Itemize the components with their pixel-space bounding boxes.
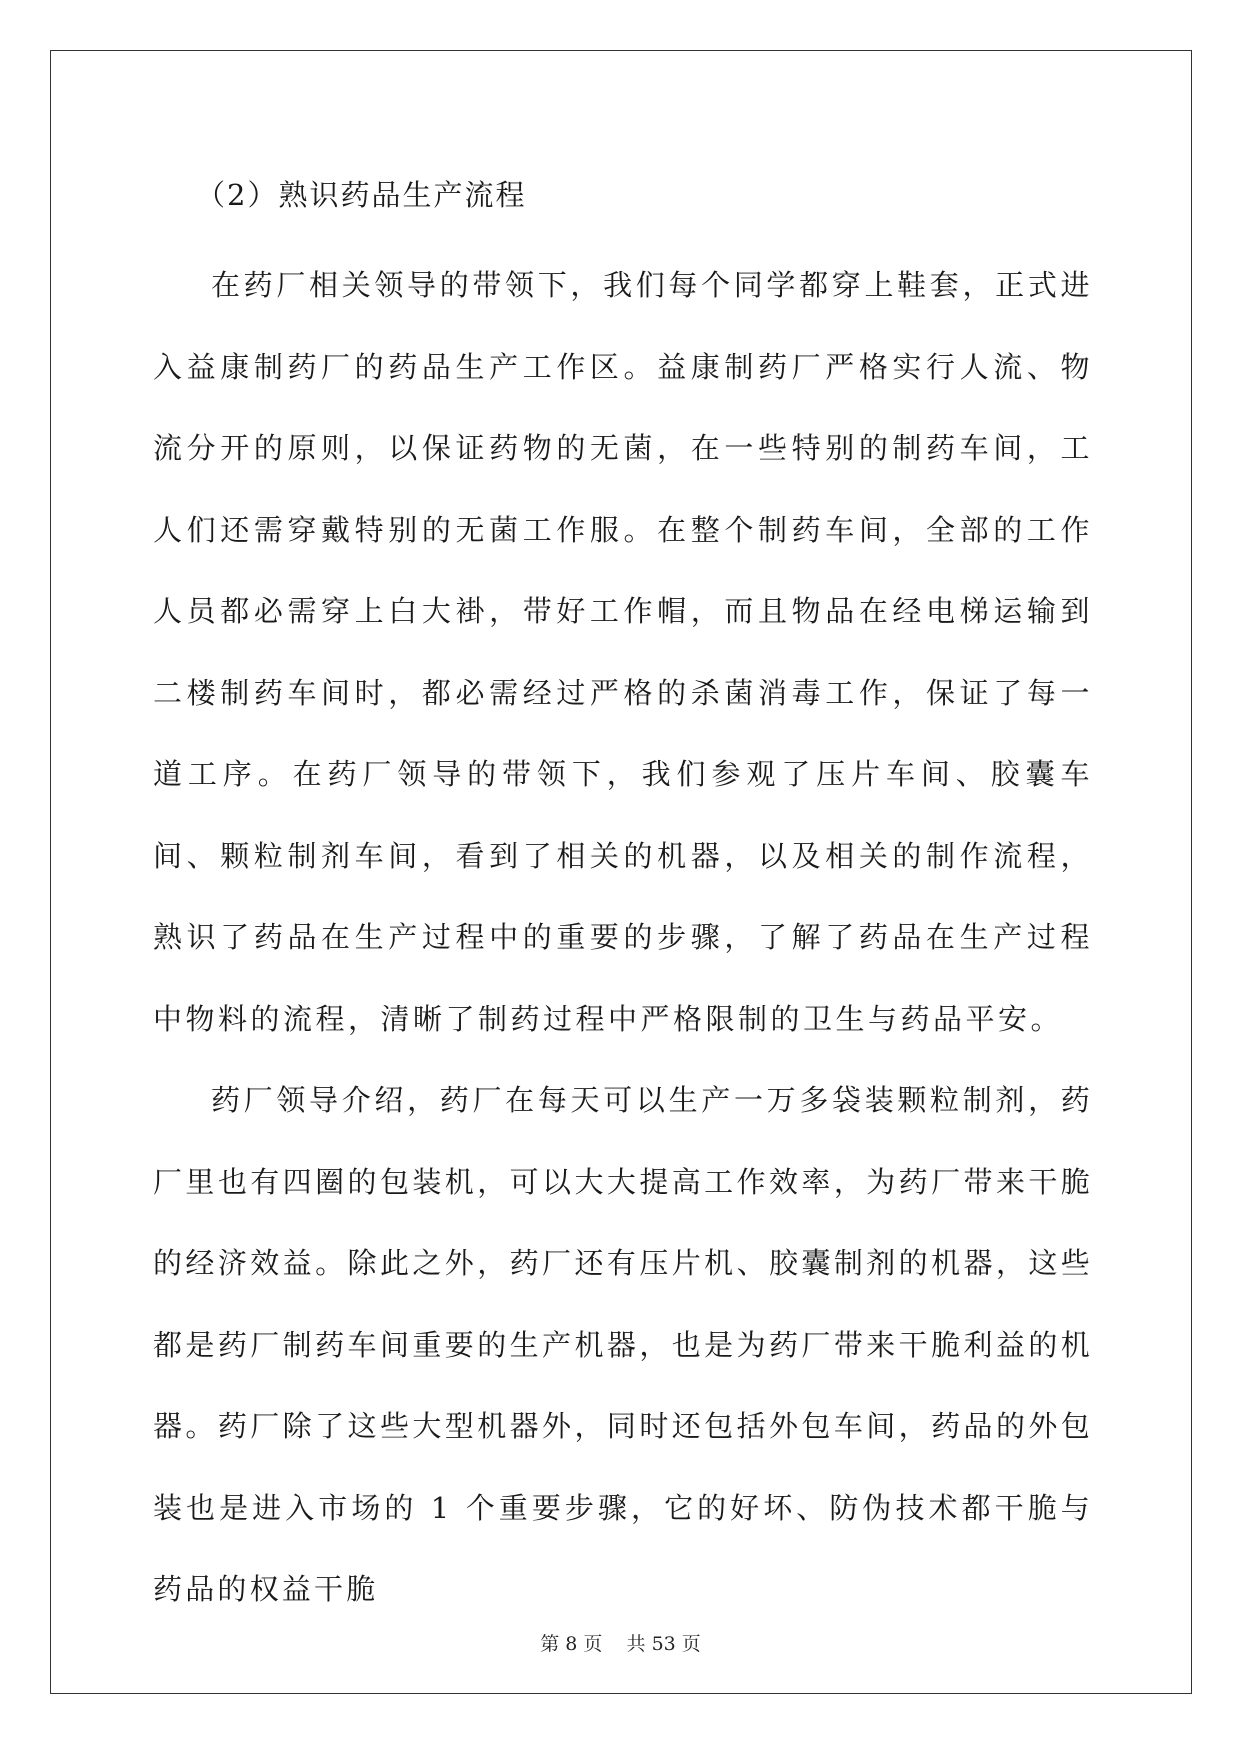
section-heading: （2）熟识药品生产流程 — [196, 178, 527, 212]
document-body — [153, 165, 1093, 1631]
page-footer: 第 8 页 共 53 页 — [540, 1633, 701, 1655]
paragraph-1: 在药厂相关领导的带领下，我们每个同学都穿上鞋套，正式进入益康制药厂的药品生产工作区。益康制药厂严格实行人流、物流分开的原则，以保证药物的无菌，在一些特别的制药车间，工人们还需穿戴特别的无菌工作服。在整个制药车间，全部的工作人员都必需穿上白大褂，带好工作帽，而且物品在经电梯运输到二楼制药车间时，都必需经过严格的杀菌消毒工作，保证了每一道工序。在药厂领导的带领下，我们参观了压片车间、胶囊车间、颗粒制剂车间，看到了相关的机器，以及相关的制作流程，熟识了药品在生产过程中的重要的步骤，了解了药品在生产过程中物料的流程，清晰了制药过程中严格限制的卫生与药品平安。 — [153, 268, 1093, 1036]
paragraph-2: 药厂领导介绍，药厂在每天可以生产一万多袋装颗粒制剂，药厂里也有四圈的包装机，可以大大提高工作效率，为药厂带来干脆的经济效益。除此之外，药厂还有压片机、胶囊制剂的机器，这些都是药厂制药车间重要的生产机器，也是为药厂带来干脆利益的机器。药厂除了这些大型机器外，同时还包括外包车间，药品的外包装也是进入市场的 1 个重要步骤，它的好坏、防伪技术都干脆与药品的权益干脆 — [153, 1083, 1093, 1606]
